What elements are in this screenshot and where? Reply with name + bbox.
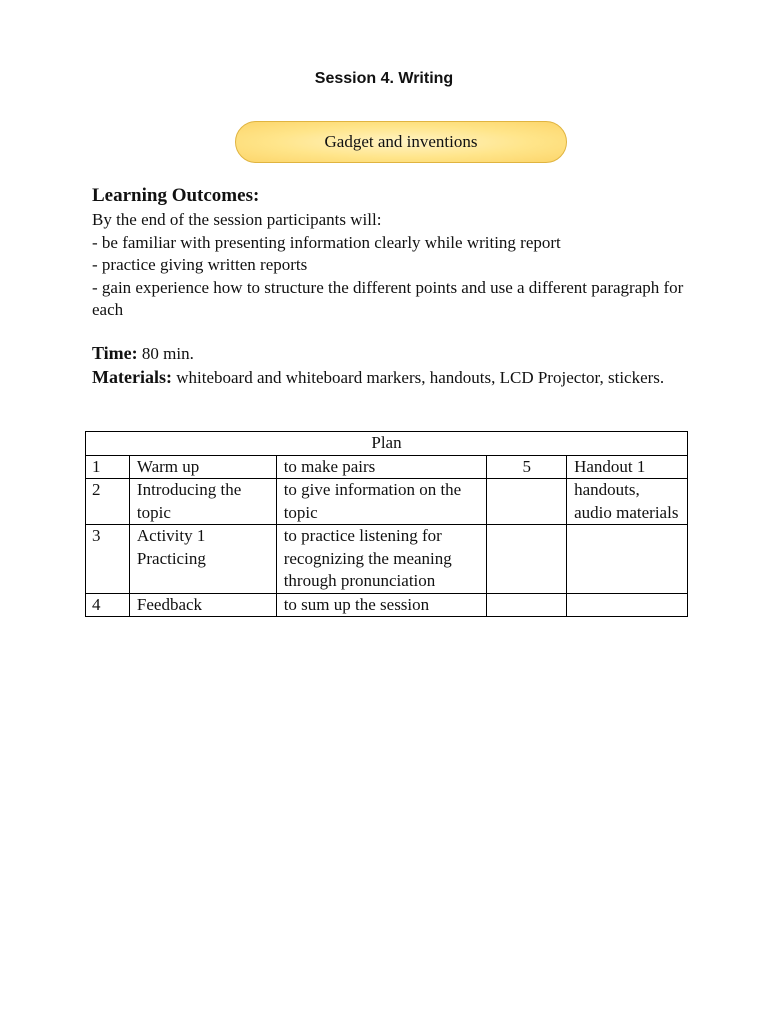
page-title: Session 4. Writing <box>314 70 454 87</box>
outcome-item: - be familiar with presenting information clearly while writing report <box>92 232 561 252</box>
row-aim: to sum up the session <box>276 593 487 617</box>
row-stage: Activity 1 Practicing <box>129 525 276 594</box>
outcome-item: - gain experience how to structure the different points and use a different paragraph for each <box>92 277 684 319</box>
materials-label: Materials: <box>92 366 172 387</box>
outcome-intro: By the end of the session participants will: <box>92 210 382 229</box>
time-value: 80 min. <box>141 344 194 363</box>
row-number: 4 <box>86 593 130 617</box>
plan-header: Plan <box>86 432 688 456</box>
topic-badge <box>235 121 567 163</box>
topic-label: Gadget and inventions <box>324 132 478 151</box>
row-number: 1 <box>86 455 130 479</box>
plan-header-row <box>86 432 688 456</box>
materials-value: whiteboard and whiteboard markers, handouts, LCD Projector, stickers. <box>176 367 665 387</box>
row-number: 2 <box>86 479 130 525</box>
row-aim: to make pairs <box>276 455 487 479</box>
learning-outcomes-heading: Learning Outcomes: <box>92 185 260 206</box>
row-stage: Feedback <box>129 593 276 617</box>
row-materials: Handout 1 <box>567 455 688 479</box>
session-info <box>92 342 692 389</box>
learning-outcomes-text <box>92 209 702 322</box>
table-row <box>86 455 688 479</box>
row-aim: to give information on the topic <box>276 479 487 525</box>
table-row <box>86 593 688 617</box>
row-materials <box>567 525 688 594</box>
plan-table <box>85 431 688 617</box>
row-time <box>487 593 567 617</box>
materials-line <box>92 366 692 390</box>
row-stage: Warm up <box>129 455 276 479</box>
table-row <box>86 525 688 594</box>
row-stage: Introducing the topic <box>129 479 276 525</box>
row-time <box>487 525 567 594</box>
row-number: 3 <box>86 525 130 594</box>
row-materials <box>567 593 688 617</box>
row-materials: handouts, audio materials <box>567 479 688 525</box>
row-time: 5 <box>487 455 567 479</box>
row-time <box>487 479 567 525</box>
time-label: Time: <box>92 343 138 363</box>
time-line <box>92 342 692 366</box>
outcome-item: - practice giving written reports <box>92 255 308 274</box>
row-aim: to practice listening for recognizing the meaning through pronunciation <box>276 525 487 594</box>
table-row <box>86 479 688 525</box>
